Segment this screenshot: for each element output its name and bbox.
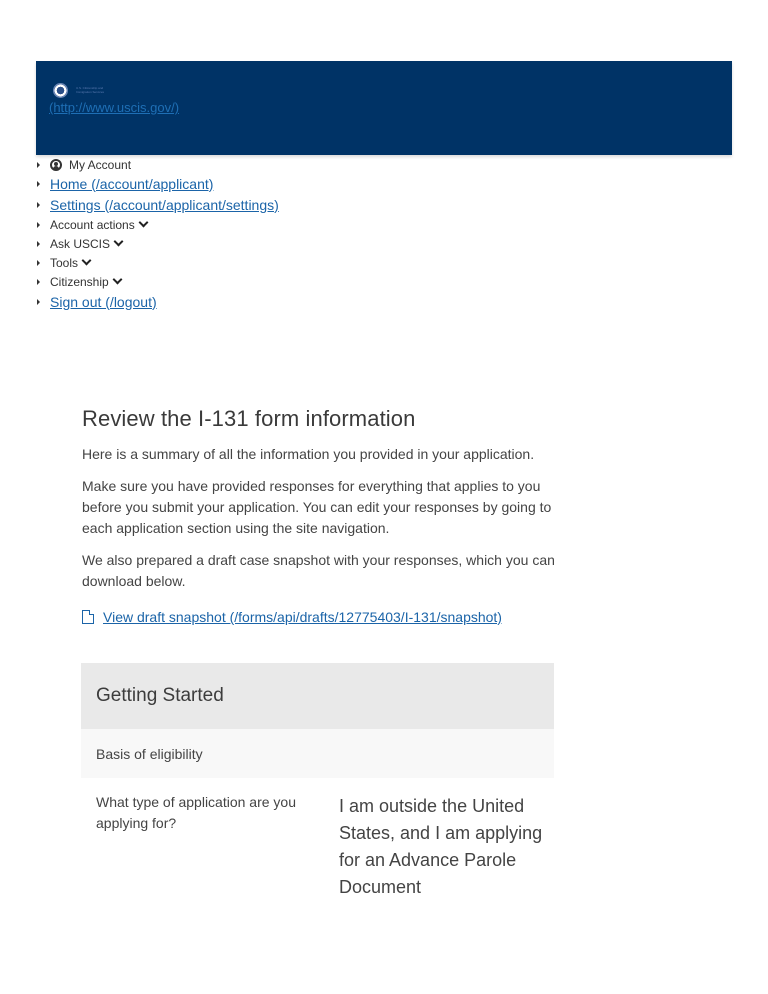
bullet-icon <box>37 299 40 305</box>
question-label: What type of application are you applying for? <box>96 794 297 831</box>
nav-item-account-actions[interactable] <box>36 215 279 234</box>
chevron-down-icon <box>138 218 148 228</box>
dhs-seal-icon <box>53 83 68 98</box>
bullet-icon <box>37 181 40 187</box>
uscis-home-link[interactable]: (http://www.uscis.gov/) <box>49 100 180 115</box>
chevron-down-icon <box>82 256 92 266</box>
draft-snapshot-row <box>82 609 562 625</box>
bullet-icon <box>37 260 40 266</box>
settings-link[interactable]: Settings (/account/applicant/settings) <box>50 196 279 213</box>
sign-out-link[interactable]: Sign out (/logout) <box>50 293 157 310</box>
home-link[interactable]: Home (/account/applicant) <box>50 175 214 192</box>
chevron-down-icon <box>114 237 124 247</box>
nav-item-ask-uscis[interactable] <box>36 234 279 253</box>
nav-item-citizenship[interactable] <box>36 272 279 291</box>
nav-label: Account actions <box>50 217 135 232</box>
bullet-icon <box>37 202 40 208</box>
logo-text: U.S. Citizenship and Immigration Services <box>76 86 105 94</box>
site-header-banner <box>36 61 732 155</box>
answer-value: I am outside the United States, and I am applying for an Advance Parole Document <box>339 796 543 897</box>
summary-instructions: Make sure you have provided responses for everything that applies to you before you submit your application. You can edit your responses by going to each application section using the site navigation. <box>82 478 552 536</box>
bullet-icon <box>37 279 40 285</box>
subsection-header <box>81 729 554 778</box>
snapshot-description: We also prepared a draft case snapshot with your responses, which you can download below. <box>82 552 555 589</box>
nav-item-tools[interactable] <box>36 253 279 272</box>
nav-label: My Account <box>69 157 132 172</box>
nav-item-sign-out <box>36 291 279 312</box>
bullet-icon <box>37 222 40 228</box>
summary-intro: Here is a summary of all the information you provided in your application. <box>82 446 535 462</box>
account-nav <box>36 156 279 312</box>
bullet-icon <box>37 162 40 168</box>
subsection-title: Basis of eligibility <box>96 745 203 762</box>
view-draft-snapshot-link[interactable]: View draft snapshot (/forms/api/drafts/12775403/I-131/snapshot) <box>103 609 502 625</box>
uscis-logo[interactable] <box>53 83 106 98</box>
review-row <box>81 778 554 901</box>
nav-item-home <box>36 173 279 194</box>
chevron-down-icon <box>112 275 122 285</box>
section-title: Getting Started <box>96 685 224 706</box>
review-section-getting-started <box>81 663 554 901</box>
nav-item-my-account <box>36 156 279 173</box>
nav-label: Citizenship <box>50 274 109 289</box>
nav-label: Tools <box>50 255 79 270</box>
page-title: Review the I-131 form information <box>82 406 416 431</box>
nav-label: Ask USCIS <box>50 236 111 251</box>
section-header <box>81 663 554 729</box>
bullet-icon <box>37 241 40 247</box>
nav-item-settings <box>36 194 279 215</box>
review-main <box>82 404 562 625</box>
pdf-file-icon <box>82 610 94 624</box>
user-circle-icon <box>50 159 62 171</box>
